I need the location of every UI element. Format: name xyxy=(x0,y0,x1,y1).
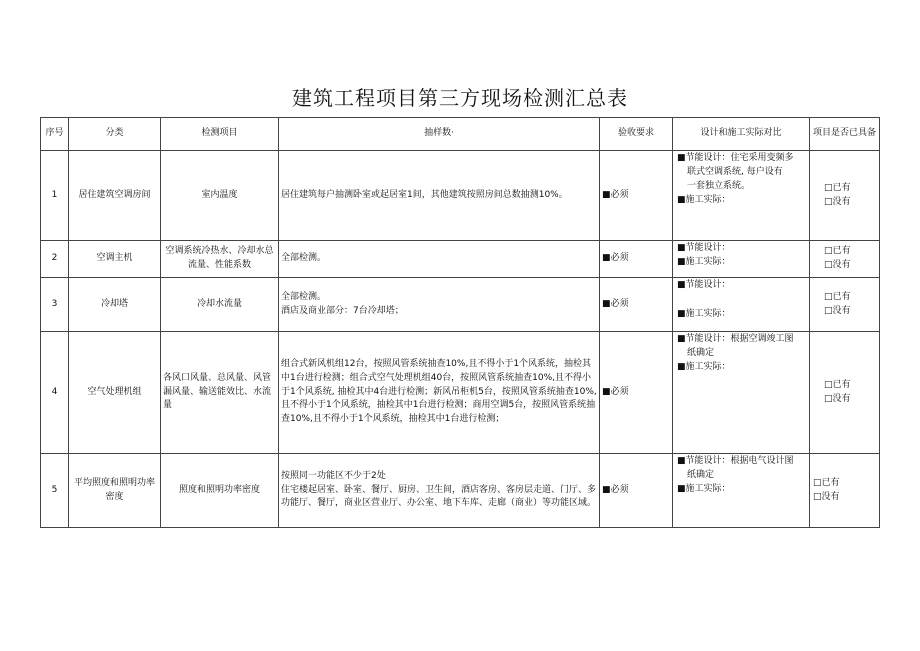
header-item: 检测项目 xyxy=(161,118,279,151)
table-row xyxy=(41,454,880,528)
header-no: 序号 xyxy=(41,118,69,151)
row-item: 冷却水流量 xyxy=(161,278,279,332)
row-category: 居住建筑空调房间 xyxy=(69,151,161,241)
row-requirement: ■必须 xyxy=(600,454,673,528)
sample-line: 酒店及商业部分：7台冷却塔； xyxy=(281,305,404,316)
row-requirement: ■必须 xyxy=(600,332,673,454)
design-line: ■节能设计：根据空调竣工图 xyxy=(677,334,794,344)
header-row xyxy=(41,118,880,151)
row-requirement: ■必须 xyxy=(600,278,673,332)
row-requirement: ■必须 xyxy=(600,151,673,241)
design-line: ■施工实际： xyxy=(677,308,731,319)
design-line: ■节能设计： xyxy=(677,280,731,290)
row-sample: 组合式新风机组12台，按照风管系统抽查10%,且不得小于1个风系统，抽检其中1台进行检测；组合式空气处理机组40台，按照风管系统抽查10%,且不得小于1个风系统, 抽检其中4台进行检测；新风吊柜机5台，按照风管系统抽查10%,且不得小于1个风系统，抽检其中1台进行检测；商用空调5台，按照风管系统抽查10%,且不得小于1个风系统，抽检其中1台进行检测； xyxy=(279,332,600,454)
checkbox-no[interactable]: □没有 xyxy=(824,305,851,316)
checkbox-yes[interactable]: □已有 xyxy=(813,477,840,488)
row-has-project xyxy=(810,332,880,454)
row-sample: 全部检测。 xyxy=(279,241,600,278)
inspection-summary-table xyxy=(40,117,880,528)
design-line: ■施工实际： xyxy=(677,194,731,205)
checkbox-yes[interactable]: □已有 xyxy=(824,246,851,257)
row-has-project xyxy=(810,454,880,528)
design-line: ■节能设计：根据电气设计图 xyxy=(677,456,794,466)
header-design-compare: 设计和施工实际对比 xyxy=(673,118,810,151)
table-row xyxy=(41,332,880,454)
row-category: 空气处理机组 xyxy=(69,332,161,454)
row-has-project xyxy=(810,241,880,278)
row-design-compare xyxy=(673,278,810,332)
row-design-compare xyxy=(673,151,810,241)
row-item: 室内温度 xyxy=(161,151,279,241)
checkbox-yes[interactable]: □已有 xyxy=(824,291,851,302)
design-line: ■节能设计： xyxy=(677,243,731,253)
table-row xyxy=(41,151,880,241)
checkbox-yes[interactable]: □已有 xyxy=(824,182,851,193)
design-line: ■施工实际： xyxy=(677,361,731,372)
checkbox-no[interactable]: □没有 xyxy=(824,393,851,404)
row-item: 照度和照明功率密度 xyxy=(161,454,279,528)
row-no: 4 xyxy=(41,332,69,454)
row-no: 3 xyxy=(41,278,69,332)
row-sample: 居住建筑每户抽测卧室或起居室1间，其他建筑按照房间总数抽测10%。 xyxy=(279,151,600,241)
design-line: 纸确定 xyxy=(687,469,715,480)
row-has-project xyxy=(810,151,880,241)
table-row xyxy=(41,278,880,332)
checkbox-no[interactable]: □没有 xyxy=(824,196,851,207)
row-no: 5 xyxy=(41,454,69,528)
design-line: 纸确定 xyxy=(687,347,715,358)
checkbox-no[interactable]: □没有 xyxy=(813,491,840,502)
design-line: 一套独立系统。 xyxy=(687,180,751,191)
row-item: 各风口风量、总风量、风管漏风量、输送能效比、水流量 xyxy=(161,332,279,454)
row-category: 平均照度和照明功率密度 xyxy=(69,454,161,528)
sample-line: 全部检测。 xyxy=(281,291,327,302)
page-title: 建筑工程项目第三方现场检测汇总表 xyxy=(292,86,628,110)
header-requirement: 验收要求 xyxy=(600,118,673,151)
checkbox-yes[interactable]: □已有 xyxy=(824,379,851,390)
header-category: 分类 xyxy=(69,118,161,151)
checkbox-no[interactable]: □没有 xyxy=(824,260,851,270)
design-line: ■施工实际： xyxy=(677,483,731,494)
row-sample xyxy=(279,278,600,332)
row-category: 空调主机 xyxy=(69,241,161,278)
sample-line: 住宅楼起居室、卧室、餐厅、厨房、卫生间，酒店客房、客房层走道、门厅、多功能厅、餐厅，商业区营业厅、办公室、地下车库、走廊（商业）等功能区域。 xyxy=(281,484,597,509)
row-design-compare xyxy=(673,454,810,528)
design-line: ■施工实际： xyxy=(677,256,731,267)
row-has-project xyxy=(810,278,880,332)
sample-line: 按照同一功能区不少于2处 xyxy=(281,470,386,481)
row-no: 1 xyxy=(41,151,69,241)
row-item: 空调系统冷热水、冷却水总流量、性能系数 xyxy=(161,241,279,278)
row-no: 2 xyxy=(41,241,69,278)
design-line: ■节能设计：住宅采用变频多 xyxy=(677,153,794,163)
table-row xyxy=(41,241,880,278)
row-design-compare xyxy=(673,241,810,278)
row-category: 冷却塔 xyxy=(69,278,161,332)
header-sample: 抽样数· xyxy=(279,118,600,151)
row-sample xyxy=(279,454,600,528)
header-has-project: 项目是否已具备 xyxy=(810,118,880,151)
row-requirement: ■必须 xyxy=(600,241,673,278)
design-line: 联式空调系统, 每户设有 xyxy=(687,166,783,177)
row-design-compare xyxy=(673,332,810,454)
